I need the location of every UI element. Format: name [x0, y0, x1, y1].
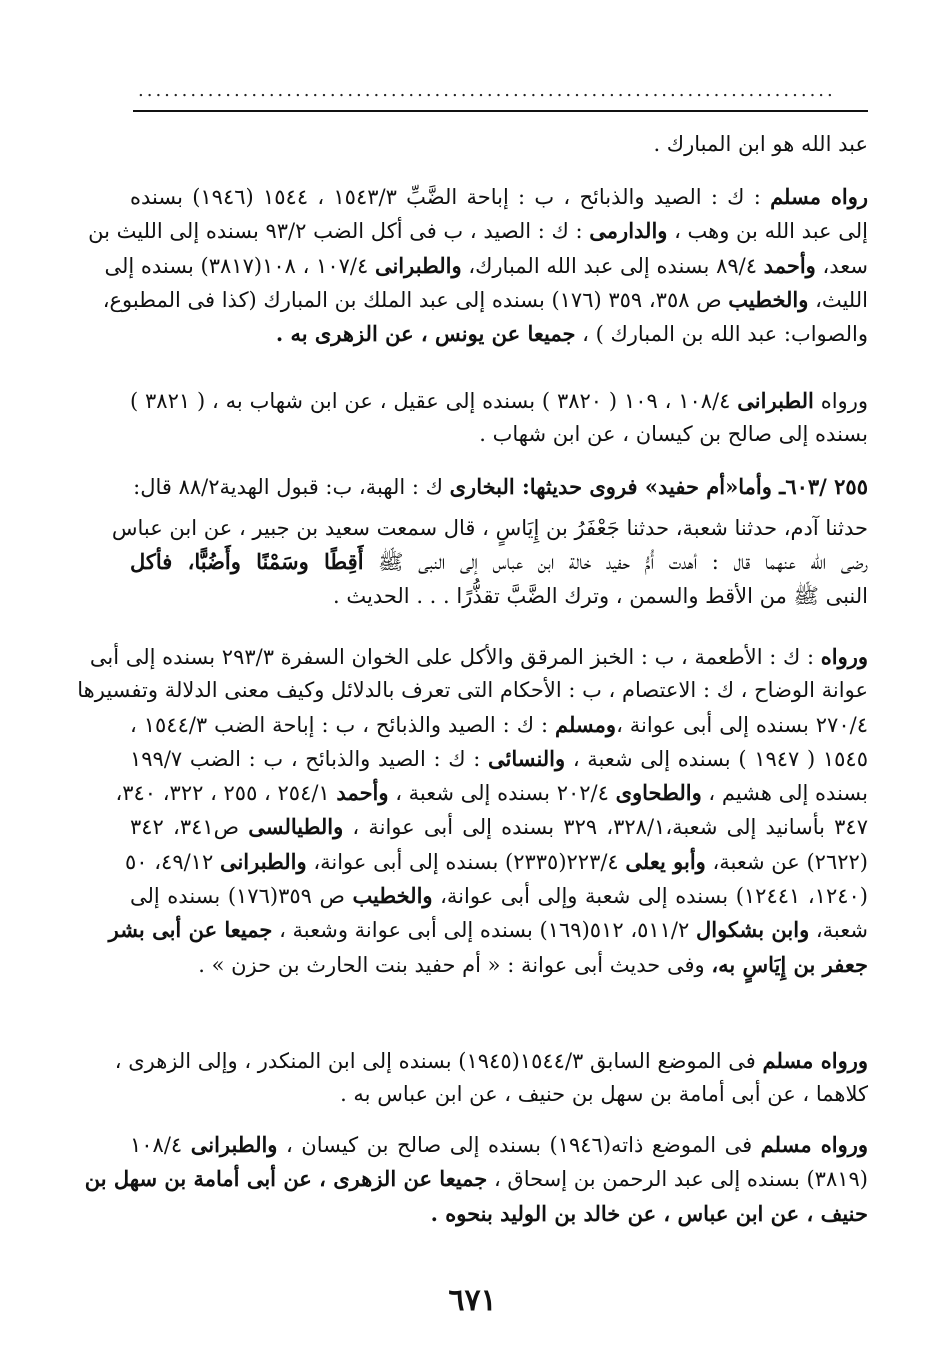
text-line [88, 214, 868, 248]
text-run: إلى عبد الله بن وهب ، [667, 219, 868, 244]
bold-text: جميعا عن يونس ، عن الزهرى به . [275, 321, 576, 347]
text-run: : ك : الصيد والذبائح ، ب : الضب ١٩٩/٧ [130, 746, 488, 771]
text-run: والصواب: عبد الله بن المبارك ) ، [575, 322, 868, 347]
text-run: : ك : الصيد والذبائح ، ب : إباحة الضب ١٥٤٤/٣ ، [130, 712, 555, 737]
text-line [130, 879, 868, 913]
paragraph-p4 [130, 470, 868, 504]
bold-text: والنسائى [487, 745, 566, 771]
text-run: سعد، [815, 253, 868, 278]
bold-text: والخطيب [352, 883, 433, 909]
text-run: فى الموضع ذاته(١٩٤٦) بسنده إلى صالح بن كيسان ، [277, 1133, 761, 1157]
text-line [130, 545, 868, 579]
text-line [104, 249, 868, 283]
text-run: ٣٤٧ بأسانيد إلى شعبة،٣٢٨/١، ٣٢٩ بسنده إلى أبى عوانة ، [343, 815, 868, 840]
text-line [84, 1162, 868, 1196]
bold-text: وابن بشكوال [695, 917, 810, 943]
bold-text: ومسلم [555, 711, 617, 737]
text-line [130, 948, 868, 982]
paragraph-p2 [88, 180, 868, 351]
bold-text: ورواه مسلم [760, 1132, 869, 1157]
bold-text: الطبرانى [737, 388, 814, 413]
text-run: بسنده إلى هشيم ، [701, 781, 868, 806]
bold-text: والطبرانى [374, 252, 462, 278]
text-line [77, 674, 868, 707]
text-run: ١٠٧/٤ ، ١٠٨(٣٨١٧) بسنده إلى [104, 253, 375, 278]
text-run: (٣٨١٩) بسنده إلى عبد الرحمن بن إسحاق ، [487, 1167, 868, 1192]
text-run: ٢٢٣/٤(٢٣٣٥) بسنده إلى أبى عوانة، [306, 849, 626, 874]
text-line [130, 418, 868, 451]
text-line [130, 384, 868, 418]
header-rule [133, 110, 868, 112]
text-run: ٢٥٤/١ ، ٢٥٥ ، ٣٢٢، ٣٤٠، [115, 781, 337, 806]
text-line [102, 283, 868, 317]
text-line [89, 640, 868, 674]
text-run: شعبة، [809, 918, 868, 943]
text-run: ورواه [813, 389, 868, 413]
bold-text: وأبو يعلى [625, 848, 706, 874]
text-run: : ك : الصيد ، ب فى أكل الضب ٩٣/٢ بسنده إلى الليث بن [88, 219, 590, 244]
text-run: النبى ﷺ من الأقط والسمن ، وترك الضَّبَّ تقذُّرًا . . . الحديث . [333, 583, 868, 608]
text-run: ٤٩/١٢، ٥٠ [125, 849, 220, 874]
text-run: : ك : الصيد والذبائح ، ب : إباحة الضَّبِّ ١٥٤٣/٣ ، ١٥٤٤ (١٩٤٦) بسنده [130, 185, 771, 209]
text-run: وفى حديث أبى عوانة : « أم حفيد بنت الحارث بن حزن » . [198, 952, 712, 977]
bold-text: أَقِطًا وسَمْنًا وأَضُبًّا، فأكل [130, 549, 364, 575]
text-line [130, 742, 868, 776]
text-line [130, 128, 868, 161]
text-line [130, 810, 868, 844]
text-run: فى الموضع السابق ١٥٤٤/٣(١٩٤٥) بسنده إلى ابن المنكدر ، وإلى الزهرى ، [114, 1049, 763, 1073]
bold-text: والطبرانى [219, 848, 307, 874]
bold-text: جعفر بن إِيَاسٍ به، [711, 951, 868, 977]
bold-text: والدارمى [589, 218, 668, 244]
paragraph-p3 [130, 384, 868, 452]
text-line [130, 180, 868, 214]
text-run: كلاهما ، عن أبى أمامة بن سهل بن حنيف ، عن ابن عباس به . [340, 1082, 868, 1107]
text-run: ٨٩/٤ بسنده إلى عبد الله المبارك، [461, 253, 764, 278]
text-run: رضى الله عنهما قال : أهدت أُمُّ حفيد خالة ابن عباس إلى النبى ﷺ [363, 550, 869, 575]
bold-text: والطحاوى [615, 780, 702, 806]
text-run: ١٥٤٥ ( ١٩٤٧ ) بسنده إلى شعبة ، [565, 746, 868, 771]
text-run: ١٠٨/٤ [130, 1133, 191, 1157]
text-run: ٢٠٢/٤ بسنده إلى شعبة ، [388, 781, 616, 806]
text-run: عوانة الوضاح ، ك : الاعتصام ، ب : الأحكام التى تعرف بالدلائل وكيف معنى الدلالة وتفسيرها [77, 678, 868, 703]
text-line [115, 776, 868, 810]
text-line [130, 580, 868, 613]
bold-text: جميعا عن الزهرى ، عن أبى أمامة بن سهل بن [84, 1166, 488, 1192]
bold-text: وأحمد [763, 252, 816, 278]
text-run: ص٣٤١، ٣٤٢ [130, 815, 249, 840]
text-line [130, 1128, 868, 1162]
bold-text: ورواه [820, 644, 868, 669]
text-line [125, 845, 868, 879]
text-run: ١٠٨/٤ ، ١٠٩ ( ٣٨٢٠ ) بسنده إلى عقيل ، عن ابن شهاب به ، ( ٣٨٢١ ) [130, 389, 738, 413]
text-run: : ك : الأطعمة ، ب : الخبز المرقق والأكل على الخوان السفرة ٢٩٣/٣ بسنده إلى أبى [89, 645, 821, 669]
text-run: (١٢٤٠، ١٢٤٤١) بسنده إلى شعبة وإلى أبى عوانة، [432, 884, 868, 909]
text-run: ٢٧٠/٤ بسنده إلى أبى عوانة ، [616, 712, 868, 737]
text-run: (٢٦٢٢) عن شعبة، [705, 849, 868, 874]
text-line [111, 512, 868, 545]
text-line [108, 913, 868, 947]
text-line [130, 470, 868, 504]
text-line [130, 1197, 868, 1231]
bold-text: ورواه مسلم [762, 1048, 868, 1073]
bold-text: رواه مسلم [770, 184, 868, 209]
paragraph-p1 [130, 128, 868, 161]
text-line [130, 317, 868, 351]
text-run: عبد الله هو ابن المبارك . [653, 132, 868, 156]
text-line [114, 1044, 868, 1078]
text-line [130, 708, 868, 742]
text-line [130, 1078, 868, 1111]
bold-text: وأحمد [336, 780, 389, 806]
paragraph-p7 [114, 1044, 868, 1112]
text-run: ص ٣٥٩(١٧٦) بسنده إلى [130, 884, 353, 909]
text-run: ٥١١/٢، ٥١٢(١٦٩) بسنده إلى أبى عوانة وشعبة ، [272, 918, 696, 943]
text-run: الليث، [808, 287, 868, 312]
text-run: ك : الهبة، ب: قبول الهدية٨٨/٢ قال: [133, 475, 450, 499]
text-run: ص ٣٥٨، ٣٥٩ (١٧٦) بسنده إلى عبد الملك بن المبارك (كذا فى المطبوع، [102, 287, 729, 312]
bold-text: ٢٥٥ /٦٠٣ـ وأما«أم حفيد» فروى حديثها: البخارى [449, 474, 868, 499]
bold-text: حنيف ، عن ابن عباس ، عن خالد بن الوليد بنحوه . [430, 1200, 868, 1226]
bold-text: والطيالسى [248, 814, 344, 840]
text-run: حدثنا آدم، حدثنا شعبة، حدثنا جَعْفَرُ بن إِيَاسٍ ، قال سمعت سعيد بن جبير ، عن ابن عباس [111, 516, 868, 540]
page-number: ٦٧١ [448, 1283, 497, 1318]
header-dotted-line: ................................................................................ [138, 80, 836, 101]
bold-text: والخطيب [728, 286, 809, 312]
text-run: بسنده إلى صالح بن كيسان ، عن ابن شهاب . [479, 422, 868, 447]
paragraph-p8 [84, 1128, 869, 1231]
paragraph-p6 [77, 640, 868, 982]
paragraph-p5 [111, 512, 869, 613]
bold-text: جميعا عن أبى بشر [108, 917, 273, 943]
bold-text: والطبرانى [190, 1132, 278, 1157]
